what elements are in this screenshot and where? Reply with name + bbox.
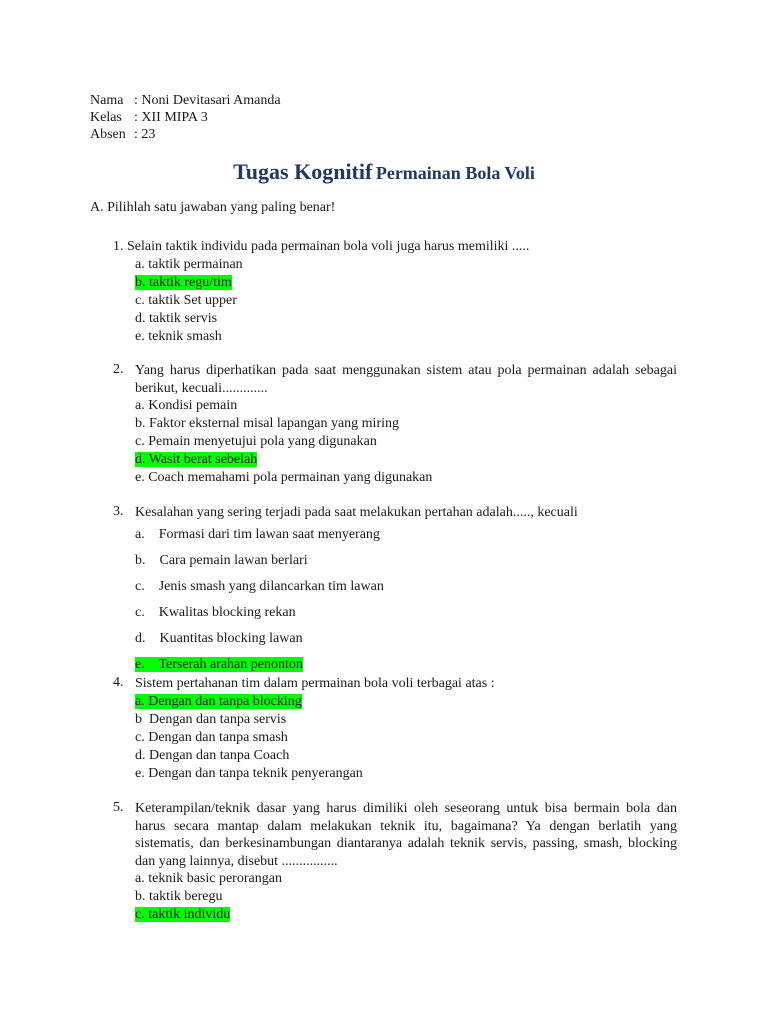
option-label: a. Formasi dari tim lawan saat menyerang xyxy=(135,526,380,542)
identity-label: Nama xyxy=(90,93,124,108)
option-label: d. Wasit berat sebelah xyxy=(135,452,258,467)
question-body: Keterampilan/teknik dasar yang harus dimiliki oleh seseorang untuk bisa bermain bola dan harus secara mantap dalam melakukan teknik itu, bagaimana? Ya dengan berlatih yang sistematis, dan berkesinambungan diantaranya adalah teknik servis, passing, smash, blocking dan yang lainnya, disebut ................ xyxy=(135,801,677,869)
option-label: e. teknik smash xyxy=(135,328,222,344)
option xyxy=(135,548,677,574)
option xyxy=(135,574,677,600)
option-label: b. taktik beregu xyxy=(135,889,223,904)
option-label: c. taktik individu xyxy=(135,907,231,922)
title-part-2: Permainan Bola Voli xyxy=(375,163,535,183)
identity-value: : Noni Devitasari Amanda xyxy=(134,93,281,108)
option xyxy=(135,310,677,328)
identity-value: : 23 xyxy=(134,127,156,142)
option-label: c. Dengan dan tanpa smash xyxy=(135,729,288,745)
option xyxy=(135,765,677,783)
question-number: 1. xyxy=(113,239,124,254)
option-label: d. Kuantitas blocking lawan xyxy=(135,630,303,646)
options-list xyxy=(135,397,677,487)
option-label: c. taktik Set upper xyxy=(135,292,237,308)
option xyxy=(135,415,677,433)
question-body: Selain taktik individu pada permainan bola voli juga harus memiliki ..... xyxy=(127,239,530,254)
option xyxy=(135,256,677,274)
question-number: 4. xyxy=(113,675,124,690)
option xyxy=(135,292,677,310)
question-5 xyxy=(113,800,677,924)
identity-row-name xyxy=(90,92,281,109)
options-list xyxy=(135,256,677,346)
option xyxy=(135,328,677,346)
question-number: 2. xyxy=(113,362,124,377)
option-label: a. Kondisi pemain xyxy=(135,398,238,413)
option-label: d. taktik servis xyxy=(135,310,218,326)
option-label: e. Terserah arahan penonton xyxy=(135,656,303,672)
option-label: c. Kwalitas blocking rekan xyxy=(135,604,296,620)
question-text xyxy=(113,238,677,256)
question-body: Yang harus diperhatikan pada saat menggunakan sistem atau pola permainan adalah sebagai berikut, kecuali............. xyxy=(135,363,677,396)
option xyxy=(135,600,677,626)
question-number: 3. xyxy=(113,504,124,519)
option-answer xyxy=(135,693,677,711)
question-2 xyxy=(113,362,677,487)
option xyxy=(135,711,677,729)
option xyxy=(135,747,677,765)
option-label: d. Dengan dan tanpa Coach xyxy=(135,747,290,763)
option-label: b. Faktor eksternal misal lapangan yang miring xyxy=(135,416,399,431)
option-label: c. Jenis smash yang dilancarkan tim lawan xyxy=(135,578,384,594)
question-4 xyxy=(113,675,677,783)
option xyxy=(135,433,677,451)
option-answer xyxy=(135,906,677,924)
option-answer xyxy=(135,652,677,678)
option xyxy=(135,522,677,548)
option-answer xyxy=(135,451,677,469)
question-body: Sistem pertahanan tim dalam permainan bola voli terbagai atas : xyxy=(135,676,495,691)
option-label: b Dengan dan tanpa servis xyxy=(135,711,287,727)
option xyxy=(135,888,677,906)
option-label: a. teknik basic perorangan xyxy=(135,871,282,886)
option xyxy=(135,729,677,747)
student-identity xyxy=(90,92,281,143)
identity-label: Absen xyxy=(90,127,126,142)
option-label: a. Dengan dan tanpa blocking xyxy=(135,693,302,709)
option-label: e. Dengan dan tanpa teknik penyerangan xyxy=(135,765,363,781)
option-label: e. Coach memahami pola permainan yang digunakan xyxy=(135,470,433,485)
option-label: b. taktik regu/tim xyxy=(135,274,232,290)
option-label: b. Cara pemain lawan berlari xyxy=(135,552,308,568)
options-list xyxy=(135,522,677,678)
question-number: 5. xyxy=(113,800,124,815)
options-list xyxy=(135,693,677,783)
option xyxy=(135,870,677,888)
identity-row-class xyxy=(90,109,281,126)
option-label: c. Pemain menyetujui pola yang digunakan xyxy=(135,434,377,449)
option-answer xyxy=(135,274,677,292)
question-body: Kesalahan yang sering terjadi pada saat melakukan pertahan adalah....., kecuali xyxy=(135,505,578,520)
page-title xyxy=(0,159,768,185)
title-part-1: Tugas Kognitif xyxy=(233,159,373,184)
option xyxy=(135,397,677,415)
question-3 xyxy=(113,504,677,678)
instruction-text: A. Pilihlah satu jawaban yang paling benar! xyxy=(90,200,336,215)
identity-label: Kelas xyxy=(90,110,122,125)
options-list xyxy=(135,870,677,924)
question-1 xyxy=(113,238,677,346)
identity-row-number xyxy=(90,126,281,143)
identity-value: : XII MIPA 3 xyxy=(134,110,208,125)
option xyxy=(135,469,677,487)
option-label: a. taktik permainan xyxy=(135,256,243,272)
option xyxy=(135,626,677,652)
